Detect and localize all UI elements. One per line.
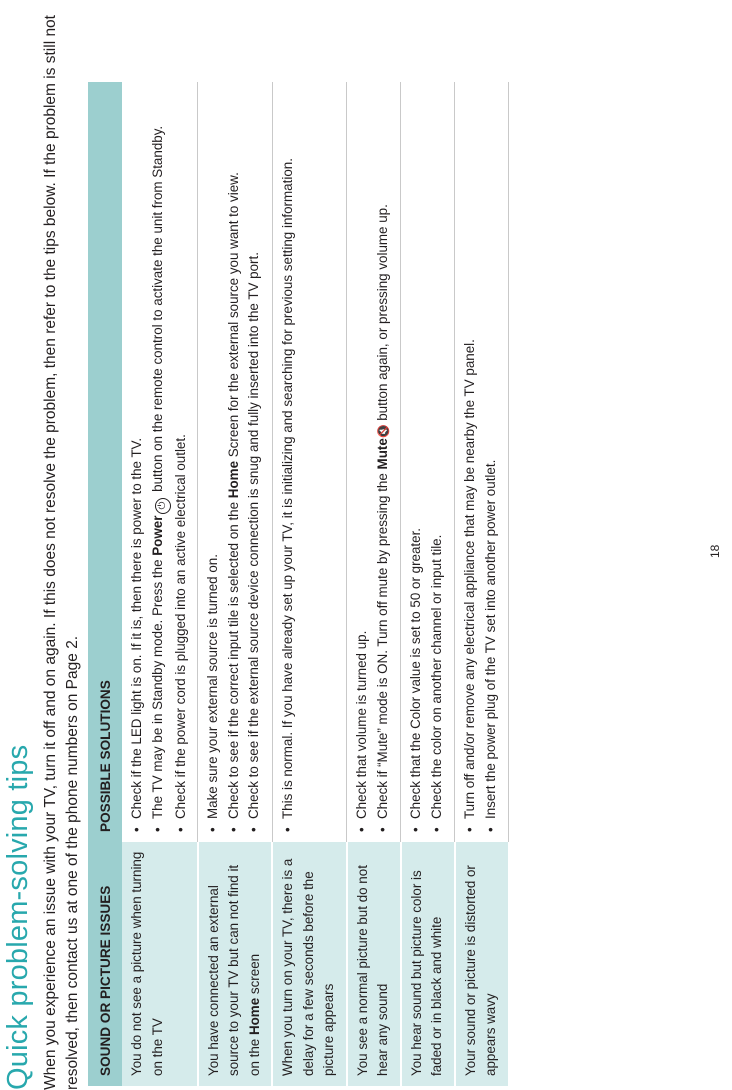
table-header-row: [88, 82, 122, 1086]
solutions-cell: [122, 82, 198, 842]
solution-item: [406, 90, 427, 834]
page-title: Quick problem-solving tips: [2, 744, 34, 1090]
solution-text: This is normal. If you have already set up your TV, it is initializing and searching for previous setting information.: [279, 158, 295, 819]
solution-text: Check if “Mute” mode is ON. Turn off mute by pressing the: [374, 469, 390, 819]
solutions-column-header: POSSIBLE SOLUTIONS: [88, 82, 122, 842]
solution-text: Check if the LED light is on. If it is, then there is power to the TV.: [129, 437, 144, 819]
intro-paragraph: When you experience an issue with your TV, turn it off and on again. If this does not resolve the problem, then refer to the tips below. If the problem is still not resolved, then contact us at one of the phone numbers on Page 2.: [42, 15, 81, 1090]
solution-item: [148, 90, 171, 834]
solution-item: [460, 90, 481, 834]
table-row: [455, 82, 509, 1086]
solution-text: Check if the power cord is plugged into an active electrical outlet.: [172, 434, 188, 819]
solutions-list: [127, 90, 191, 834]
solution-text: Check to see if the external source device connection is snug and fully inserted into the TV port.: [246, 252, 261, 819]
solutions-cell: [455, 82, 509, 842]
issue-text: You see a normal picture but do not hear any sound: [354, 865, 390, 1076]
solution-item: [352, 90, 373, 834]
issue-cell: [401, 842, 455, 1086]
issue-text: Your sound or picture is distorted or appears wavy: [462, 865, 498, 1076]
solutions-list: [460, 90, 501, 834]
issue-cell: [455, 842, 509, 1086]
solution-text: Check that volume is turned up.: [354, 630, 369, 819]
solution-item: [127, 90, 148, 834]
solution-item: [244, 90, 265, 834]
issue-text: You hear sound but picture color is faded or in black and white: [408, 870, 444, 1076]
solution-text: Screen for the external source you want to view.: [225, 172, 241, 461]
solution-text: Insert the power plug of the TV set into another power outlet.: [482, 459, 498, 819]
solutions-cell: [347, 82, 401, 842]
issue-text: screen: [246, 953, 262, 998]
issue-text: You have connected an external source to your TV but can not find it on the: [205, 864, 262, 1076]
solution-item: [203, 90, 224, 834]
issue-cell: [347, 842, 401, 1086]
solution-item: [171, 90, 192, 834]
solution-item: [481, 90, 502, 834]
table-row: [347, 82, 401, 1086]
issues-column-header: SOUND OR PICTURE ISSUES: [88, 842, 122, 1086]
solutions-cell: [198, 82, 273, 842]
solution-text: Check the color on another channel or input tile.: [428, 534, 444, 819]
table-row: [198, 82, 273, 1086]
issue-cell: [272, 842, 347, 1086]
page-number: 18: [708, 544, 722, 558]
solution-text: button on the remote control to activate the unit from Standby.: [149, 125, 165, 496]
issue-cell: [122, 842, 198, 1086]
issue-text: When you turn on your TV, there is a delay for a few seconds before the picture appears: [280, 858, 336, 1076]
issue-cell: [198, 842, 273, 1086]
mute-speaker-icon: 🔇: [377, 424, 390, 439]
solution-text: Turn off and/or remove any electrical appliance that may be nearby the TV panel.: [462, 339, 477, 819]
solution-item: [373, 90, 395, 834]
solutions-list: [406, 90, 447, 834]
issue-text: You do not see a picture when turning on the TV: [129, 851, 165, 1076]
solution-item: [278, 90, 299, 834]
power-icon: ⏻: [155, 498, 171, 514]
solutions-cell: [272, 82, 347, 842]
troubleshooting-table: [88, 82, 510, 1086]
table-row: [122, 82, 198, 1086]
home-label: Home: [225, 460, 241, 499]
solution-text: The TV may be in Standby mode. Press the: [149, 555, 165, 819]
solutions-list: [203, 90, 265, 834]
solution-text: button again, or pressing volume up.: [374, 204, 390, 425]
solutions-cell: [401, 82, 455, 842]
mute-label: Mute: [374, 438, 390, 470]
solutions-list: [352, 90, 394, 834]
solution-item: [427, 90, 448, 834]
table-row: [401, 82, 455, 1086]
solutions-list: [278, 90, 299, 834]
solution-text: Make sure your external source is turned on.: [205, 554, 220, 819]
solution-item: [224, 90, 245, 834]
solution-text: Check to see if the correct input tile is selected on the: [225, 498, 241, 819]
home-label: Home: [246, 997, 262, 1036]
table-row: [272, 82, 347, 1086]
solution-text: Check that the Color value is set to 50 or greater.: [408, 527, 423, 819]
power-label: Power: [149, 515, 165, 556]
